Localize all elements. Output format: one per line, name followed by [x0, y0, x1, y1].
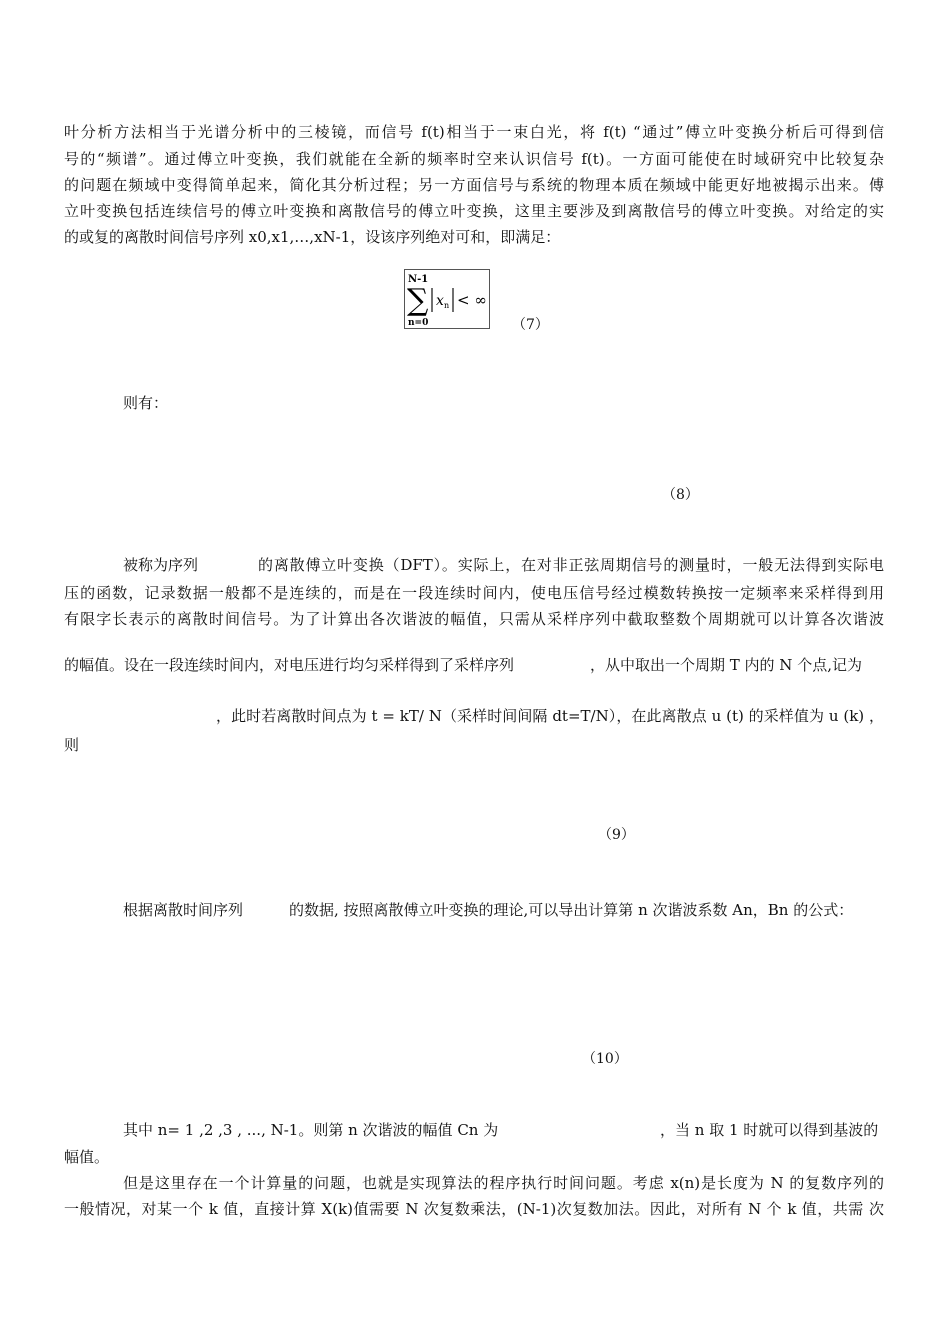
- p1-line-5: 的或复的离散时间信号序列 x0,x1,…,xN-1，设该序列绝对可和，即满足：: [64, 228, 561, 246]
- p2-line-4b: ，从中取出一个周期 T 内的 N 个点,记为: [590, 656, 862, 674]
- formula-upper-limit: N-1: [408, 274, 429, 285]
- p3-part-a: 根据离散时间序列: [123, 901, 244, 919]
- p3-part-b: 的数据, 按照离散傅立叶变换的理论,可以导出计算第 n 次谐波系数 An，Bn 的公式：: [289, 901, 854, 919]
- formula-term: x: [436, 293, 444, 309]
- p2-line-1a: 被称为序列: [123, 556, 199, 574]
- p4-line-1a: 其中 n= 1 ,2 ,3 , ..., N-1。则第 n 次谐波的幅值 Cn 为: [123, 1121, 499, 1139]
- formula-7-svg: [405, 270, 489, 328]
- p4-line-1b: ，当 n 取 1 时就可以得到基波的: [660, 1121, 879, 1139]
- formula-subscript: n: [444, 301, 450, 310]
- p1-line-3: 的问题在频域中变得简单起来，简化其分析过程；另一方面信号与系统的物理本质在频域中能更好地被揭示出来。傅: [64, 176, 884, 194]
- formula-relation: < ∞: [457, 291, 487, 309]
- equation-number-7: （7）: [512, 317, 549, 333]
- p2-line-2: 压的函数，记录数据一般都不是连续的，而是在一段连续时间内，使电压信号经过模数转换按一定频率来采样得到用: [64, 584, 884, 602]
- p1-line-4: 立叶变换包括连续信号的傅立叶变换和离散信号的傅立叶变换，这里主要涉及到离散信号的傅立叶变换。对给定的实: [64, 202, 884, 220]
- p4-line-2: 幅值。: [64, 1148, 110, 1166]
- p2-line-4a: 的幅值。设在一段连续时间内，对电压进行均匀采样得到了采样序列: [64, 656, 515, 674]
- formula-7-image: [404, 269, 490, 329]
- formula-sigma: ∑: [407, 283, 429, 318]
- formula-lower-limit: n=0: [408, 318, 429, 328]
- p1-line-2: 号的“频谱”。通过傅立叶变换，我们就能在全新的频率时空来认识信号 f(t)。一方面可能使在时域研究中比较复杂: [64, 150, 884, 168]
- equation-number-8: （8）: [662, 487, 699, 503]
- p2-line-3: 有限字长表示的离散时间信号。为了计算出各次谐波的幅值，只需从采样序列中截取整数个周期就可以计算各次谐波: [64, 610, 884, 628]
- p2-line-5: ，此时若离散时间点为 t = kT/ N（采样时间间隔 dt=T/N），在此离散点 u (t) 的采样值为 u (k) ，: [216, 707, 884, 725]
- then-have-text: 则有：: [123, 394, 169, 412]
- equation-number-9: （9）: [598, 827, 635, 843]
- equation-number-10: （10）: [582, 1051, 628, 1067]
- p2-line-1b: 的离散傅立叶变换（DFT）。实际上，在对非正弦周期信号的测量时，一般无法得到实际电: [258, 556, 884, 574]
- p1-line-1: 叶分析方法相当于光谱分析中的三棱镜，而信号 f(t)相当于一束白光，将 f(t) “通过”傅立叶变换分析后可得到信: [64, 123, 884, 141]
- p2-line-6: 则: [64, 736, 80, 754]
- p5-line-1: 但是这里存在一个计算量的问题，也就是实现算法的程序执行时间问题。考虑 x(n)是长度为 N 的复数序列的: [123, 1174, 884, 1192]
- p5-line-2: 一般情况，对某一个 k 值，直接计算 X(k)值需要 N 次复数乘法，(N-1)次复数加法。因此，对所有 N 个 k 值，共需 次: [64, 1200, 884, 1218]
